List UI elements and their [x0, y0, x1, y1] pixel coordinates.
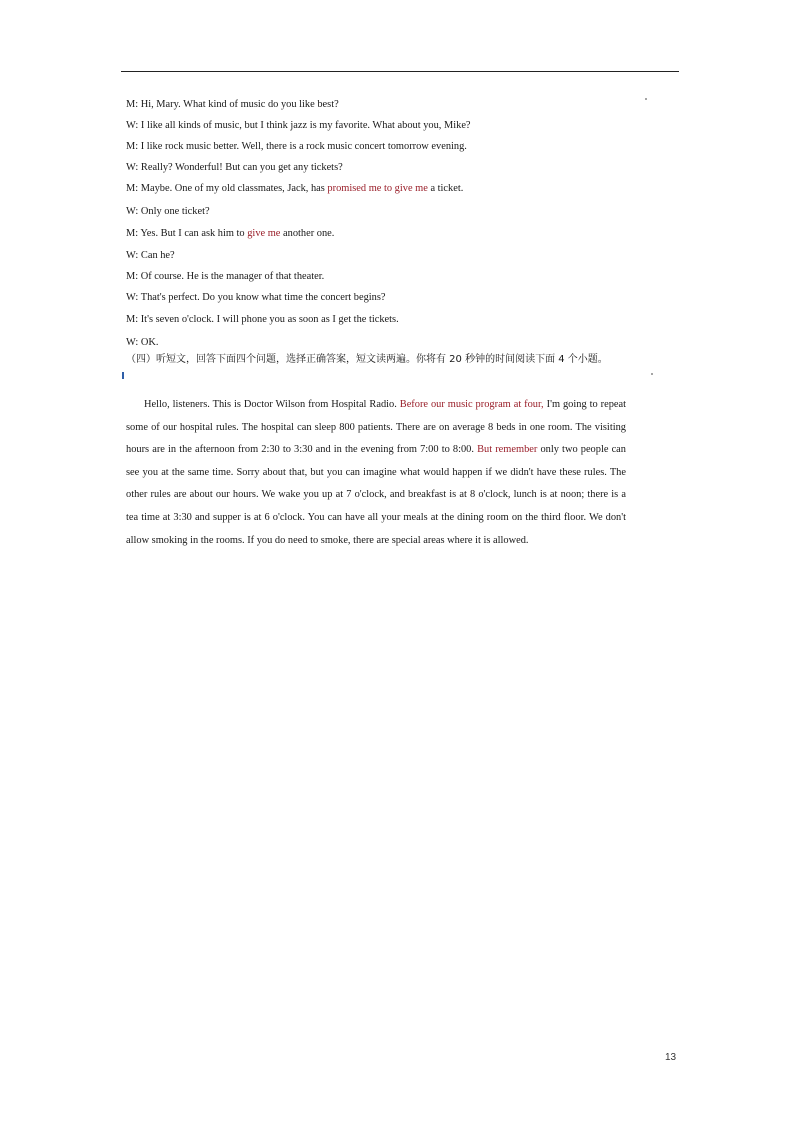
dialogue-line: M: I like rock music better. Well, there is a rock music concert tomorrow evening.	[126, 141, 467, 152]
dialogue-line: M: Hi, Mary. What kind of music do you like best?	[126, 99, 339, 110]
top-rule	[121, 71, 679, 72]
red-handwriting: give me	[247, 228, 281, 239]
dialogue-line: M: Yes. But I can ask him to give me another one.	[126, 228, 335, 239]
page-number: 13	[665, 1052, 677, 1063]
scan-speck	[651, 373, 653, 375]
scan-mark	[122, 372, 124, 379]
dialogue-line: W: Can he?	[126, 250, 175, 261]
section-heading: （四）听短文，回答下面四个问题，选择正确答案，短文读两遍。你将有 20 秒钟的时间阅读下面 4 个小题。	[126, 354, 608, 365]
red-handwriting: promised me to give me	[327, 183, 428, 194]
dialogue-line: W: OK.	[126, 337, 159, 348]
passage-paragraph: Hello, listeners. This is Doctor Wilson from Hospital Radio. Before our music program at four, I'm going to repeat some of our hospital rules. The hospital can sleep 800 patients. There are on average 8 beds in one room. The visiting hours are in the afternoon from 2:30 to 3:30 and in the evening from 7:00 to 8:00. But remember only two people can see you at the same time. Sorry about that, but you can imagine what would happen if we didn't have these rules. The other rules are about our hours. We wake you up at 7 o'clock, and breakfast is at 8 o'clock, lunch is at noon; there is a tea time at 3:30 and supper is at 6 o'clock. You can have all your meals at the dining room on the third floor. We don't allow smoking in the rooms. If you do need to smoke, there are special areas where it is allowed.	[126, 399, 626, 546]
scan-speck	[645, 98, 647, 100]
dialogue-line: M: It's seven o'clock. I will phone you as soon as I get the tickets.	[126, 314, 399, 325]
red-handwriting: But remember	[477, 444, 538, 456]
dialogue-line: M: Of course. He is the manager of that theater.	[126, 271, 325, 282]
dialogue-line: W: Really? Wonderful! But can you get any tickets?	[126, 162, 343, 173]
red-handwriting: Before our music program at four,	[399, 399, 544, 410]
dialogue-line: W: I like all kinds of music, but I think jazz is my favorite. What about you, Mike?	[126, 120, 471, 131]
dialogue-line: W: Only one ticket?	[126, 206, 210, 217]
dialogue-line: W: That's perfect. Do you know what time the concert begins?	[126, 292, 386, 303]
dialogue-line: M: Maybe. One of my old classmates, Jack, has promised me to give me a ticket.	[126, 183, 464, 194]
